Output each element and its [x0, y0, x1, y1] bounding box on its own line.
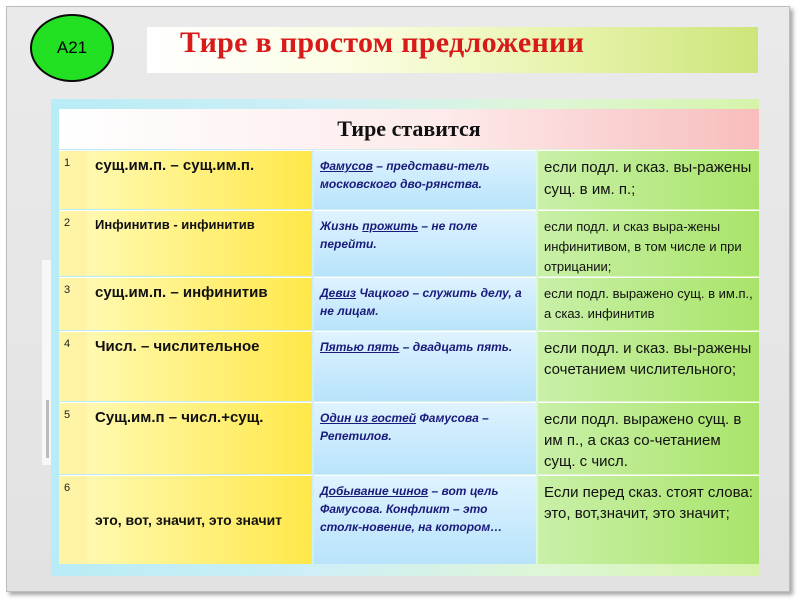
table-row	[59, 210, 759, 276]
condition-cell: если подл. и сказ. вы-ражены сочетанием числительного;	[538, 331, 759, 401]
table-row	[59, 277, 759, 330]
pattern-cell: сущ.им.п. – сущ.им.п.	[87, 150, 312, 209]
condition-cell: если подл. и сказ выра-жены инфинитивом, в том числе и при отрицании;	[538, 210, 759, 276]
table-row	[59, 150, 759, 209]
example-underlined: Фамусов	[320, 159, 373, 173]
example-cell	[314, 150, 536, 209]
task-badge-label: А21	[56, 38, 88, 57]
example-cell	[314, 402, 536, 474]
example-text: – двадцать пять.	[399, 340, 513, 354]
pattern-cell: Инфинитив - инфинитив	[87, 210, 312, 276]
task-badge	[30, 14, 114, 82]
example-cell	[314, 277, 536, 330]
example-text: Чацкого – служить делу, а не лицам.	[320, 286, 522, 318]
example-underlined: Девиз	[320, 286, 357, 300]
table-row	[59, 331, 759, 401]
example-text: Жизнь	[320, 219, 363, 233]
pattern-cell: Числ. – числительное	[87, 331, 312, 401]
example-cell	[314, 331, 536, 401]
example-underlined: Добывание чинов	[320, 484, 429, 498]
row-number: 1	[59, 150, 87, 209]
example-underlined: прожить	[362, 219, 419, 233]
condition-cell: Если перед сказ. стоят слова: это, вот,значит, это значит;	[538, 475, 759, 564]
example-text: – вот цель Фамусова. Конфликт – это столк-новение, на котором…	[320, 484, 503, 534]
table-header-label: Тире ставится	[337, 116, 481, 141]
example-underlined: Один из гостей	[320, 411, 417, 425]
pattern-cell: это, вот, значит, это значит	[87, 475, 312, 564]
table-row	[59, 475, 759, 564]
row-number: 2	[59, 210, 87, 276]
example-cell	[314, 210, 536, 276]
condition-cell: если подл. выражено сущ. в им.п., а сказ. инфинитив	[538, 277, 759, 330]
row-number: 4	[59, 331, 87, 401]
table-header	[59, 109, 759, 149]
pattern-cell: сущ.им.п. – инфинитив	[87, 277, 312, 330]
example-text: – представи-тель московского дво-рянства.	[320, 159, 490, 191]
condition-cell: если подл. выражено сущ. в им п., а сказ со-четанием сущ. с числ.	[538, 402, 759, 474]
example-text: Фамусова – Репетилов.	[320, 411, 489, 443]
row-number: 6	[59, 475, 87, 564]
example-text: – не поле перейти.	[320, 219, 478, 251]
example-underlined: Пятью пять	[320, 340, 400, 354]
row-number: 5	[59, 402, 87, 474]
example-cell	[314, 475, 536, 564]
page-title: Тире в простом предложении	[180, 26, 585, 59]
pattern-cell: Сущ.им.п – числ.+сущ.	[87, 402, 312, 474]
row-number: 3	[59, 277, 87, 330]
table-row	[59, 402, 759, 474]
back-slide-line	[46, 400, 49, 458]
condition-cell: если подл. и сказ. вы-ражены сущ. в им. п.;	[538, 150, 759, 209]
